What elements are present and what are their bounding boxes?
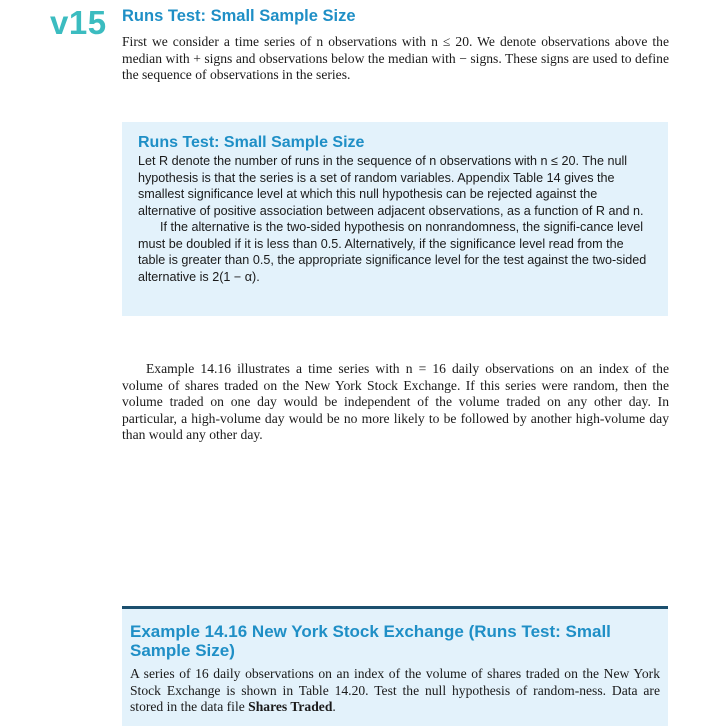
body-paragraph: Example 14.16 illustrates a time series with n = 16 daily observations on an index of the volume of shares traded on the New York Stock Exchange. If this series were random, then the volume traded on one day would be independent of the volume traded on any other day. In particular, a high-volume day would be no more likely to be followed by another high-volume day than would any other day. bbox=[122, 361, 669, 443]
definition-box bbox=[122, 122, 668, 316]
definition-box-paragraph-1: Let R denote the number of runs in the sequence of n observations with n ≤ 20. The null hypothesis is that the series is a set of random variables. Appendix Table 14 gives the smallest significance level at which this null hypothesis can be rejected against the alternative of positive association between adjacent observations, as a function of R and n. bbox=[138, 154, 644, 218]
margin-tag: v15 bbox=[50, 4, 107, 41]
definition-box-title: Runs Test: Small Sample Size bbox=[138, 134, 365, 151]
data-file-name: Shares Traded bbox=[248, 699, 333, 715]
example-text bbox=[130, 666, 660, 716]
section-title: Runs Test: Small Sample Size bbox=[122, 7, 356, 25]
intro-paragraph: First we consider a time series of n observations with n ≤ 20. We denote observations above the median with + signs and observations below the median with − signs. These signs are used to define the sequence of observations in the series. bbox=[122, 34, 669, 83]
example-text-end: . bbox=[332, 699, 336, 715]
definition-box-paragraph-2: If the alternative is the two-sided hypothesis on nonrandomness, the signifi-cance level must be doubled if it is less than 0.5. Alternatively, if the significance level read from the table is greater than 0.5, the appropriate significance level for the test against the two-sided alternative is 2(1 − α). bbox=[138, 220, 647, 284]
example-text-body: A series of 16 daily observations on an index of the volume of shares traded on the New York Stock Exchange is shown in Table 14.20. Test the null hypothesis of random-ness. Data are stored in the data file bbox=[130, 666, 660, 715]
example-box bbox=[122, 606, 668, 726]
example-title: Example 14.16 New York Stock Exchange (Runs Test: Small Sample Size) bbox=[130, 622, 611, 660]
